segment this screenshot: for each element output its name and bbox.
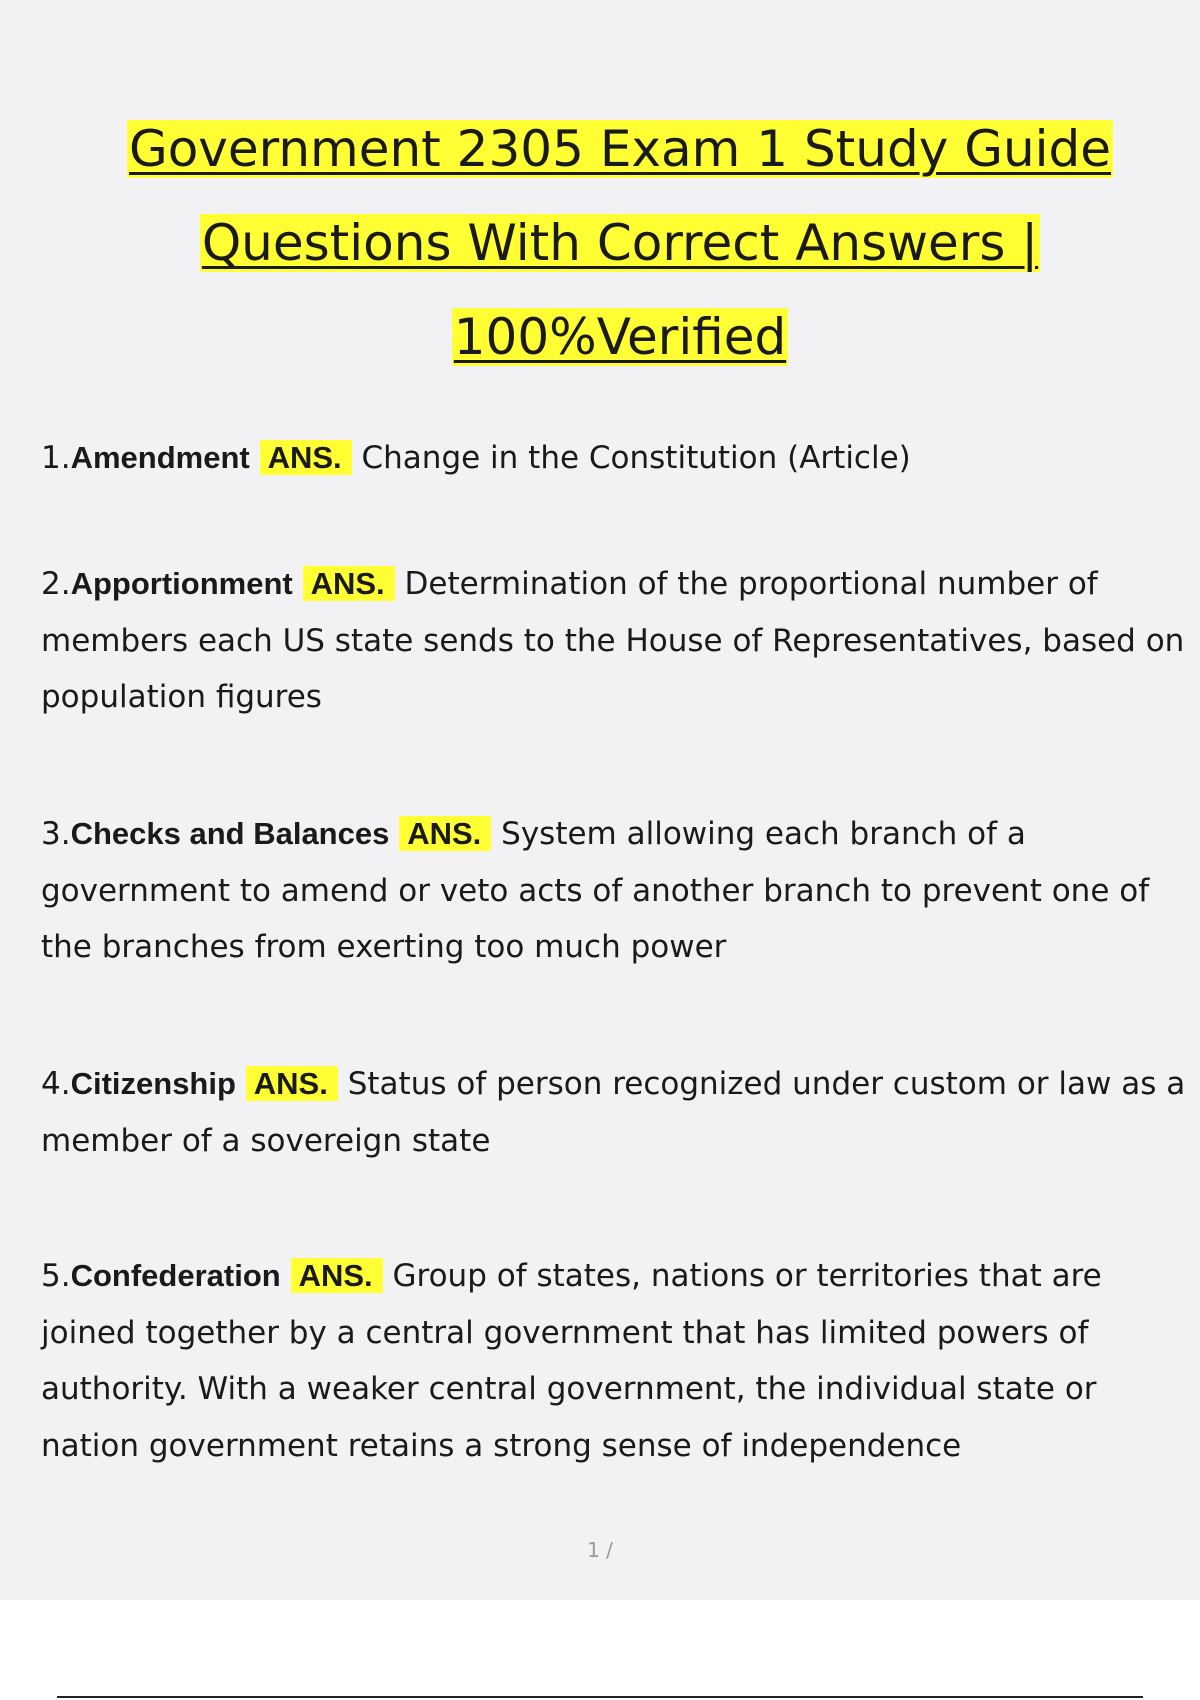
question-item-3 — [41, 806, 1199, 976]
question-number: 2. — [41, 566, 71, 602]
question-term: Checks and Balances — [70, 816, 390, 851]
answer-marker: ANS. — [303, 566, 395, 601]
answer-marker: ANS. — [399, 816, 491, 851]
question-term: Confederation — [70, 1258, 281, 1293]
answer-marker: ANS. — [291, 1258, 383, 1293]
question-number: 4. — [41, 1066, 71, 1102]
question-item-5 — [41, 1248, 1199, 1474]
question-definition: Group of states, nations or territories that are joined together by a central government that has limited powers of authority. With a weaker central government, the individual state or nation government retains a strong sense of independence — [41, 1258, 1102, 1464]
question-item-2 — [41, 556, 1199, 726]
question-definition: Status of person recognized under custom or law as a member of a sovereign state — [41, 1066, 1186, 1159]
footer-divider — [57, 1696, 1143, 1698]
question-item-1 — [41, 430, 1199, 487]
question-term: Amendment — [70, 440, 250, 475]
question-definition: Determination of the proportional number of members each US state sends to the House of Representatives, based on population figures — [41, 566, 1185, 715]
answer-marker: ANS. — [260, 440, 352, 475]
question-number: 1. — [41, 440, 71, 476]
question-term: Citizenship — [70, 1066, 236, 1101]
title-line-3: 100%Verified — [453, 308, 787, 366]
title-line-2: Questions With Correct Answers | — [201, 214, 1039, 272]
title-line-1: Government 2305 Exam 1 Study Guide — [128, 120, 1112, 178]
page-number: 1 / — [587, 1538, 613, 1562]
question-definition: System allowing each branch of a government to amend or veto acts of another branch to prevent one of the branches from exerting too much power — [41, 816, 1150, 965]
question-item-4 — [41, 1056, 1199, 1169]
answer-marker: ANS. — [246, 1066, 338, 1101]
question-number: 5. — [41, 1258, 71, 1294]
question-number: 3. — [41, 816, 71, 852]
question-definition: Change in the Constitution (Article) — [361, 440, 911, 476]
document-title — [40, 102, 1200, 384]
question-term: Apportionment — [70, 566, 293, 601]
